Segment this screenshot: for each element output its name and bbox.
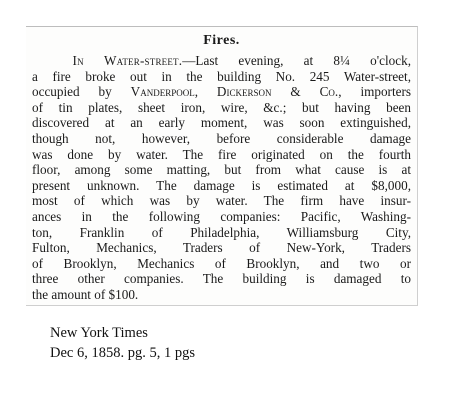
article-line: three other companies. The building is damaged to bbox=[32, 271, 411, 287]
article-line-text: , importers bbox=[338, 84, 411, 100]
article-line bbox=[32, 84, 411, 100]
article-line: of Brooklyn, Mechanics of Brooklyn, and two or bbox=[32, 255, 411, 271]
article-line: was done by water. The fire originated on the fourth bbox=[32, 146, 411, 162]
article-line: of tin plates, sheet iron, wire, &c.; but having been bbox=[32, 99, 411, 115]
article-line: ton, Franklin of Philadelphia, Williamsburg City, bbox=[32, 224, 411, 240]
article-line-text: —Last evening, at 8¼ o'clock, bbox=[182, 53, 411, 68]
article-lead-in: In Water-street. bbox=[72, 53, 183, 68]
article-line: discovered at an early moment, was soon extinguished, bbox=[32, 115, 411, 131]
firm-name: Vanderpool, Dickerson & Co. bbox=[130, 84, 339, 100]
newspaper-clipping bbox=[26, 26, 418, 306]
article-line-text: occupied by bbox=[32, 84, 131, 100]
article-headline: Fires. bbox=[203, 33, 240, 48]
article-line: the amount of $100. bbox=[32, 286, 139, 302]
citation-details: Dec 6, 1858. pg. 5, 1 pgs bbox=[50, 345, 195, 361]
article-line: present unknown. The damage is estimated at $8,000, bbox=[32, 177, 411, 193]
article-line: a fire broke out in the building No. 245 Water-street, bbox=[32, 68, 411, 84]
article-line: floor, among some matting, but from what cause is at bbox=[32, 162, 411, 178]
article-line: ances in the following companies: Pacific, Washing- bbox=[32, 208, 411, 224]
article-body bbox=[32, 53, 411, 303]
citation-block bbox=[50, 323, 195, 363]
article-line bbox=[32, 53, 411, 69]
article-line: though not, however, before considerable damage bbox=[32, 130, 411, 146]
citation-source: New York Times bbox=[50, 325, 148, 341]
article-line: most of which was by water. The firm have insur- bbox=[32, 193, 411, 209]
article-line: Fulton, Mechanics, Traders of New-York, Traders bbox=[32, 240, 411, 256]
